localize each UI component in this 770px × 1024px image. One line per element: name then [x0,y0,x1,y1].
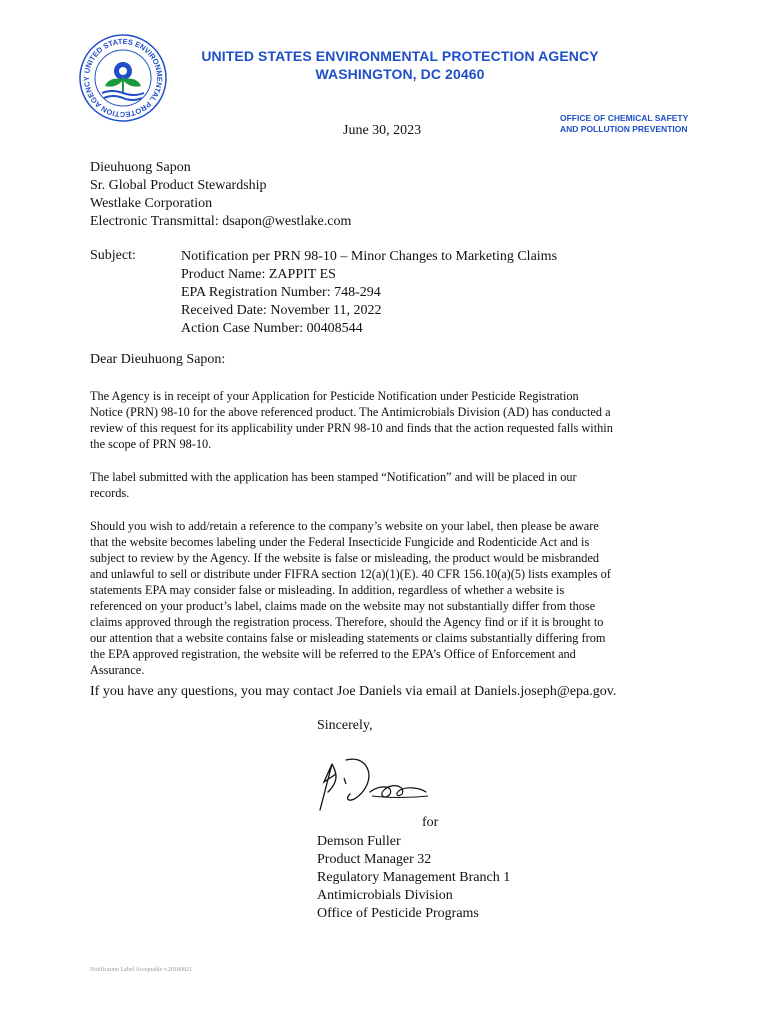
footer-note: Notification Label Acceptable v.20180821 [90,967,192,973]
text-line: review of this request for its applicability under PRN 98-10 and finds that the action requested falls within [90,421,613,435]
recipient-name: Dieuhuong Sapon [90,160,191,175]
signer-title: Product Manager 32 [317,852,432,867]
text-line: subject to review by the Agency. If the website is false or misleading, the product would be misbranded [90,551,600,565]
subject-line: Product Name: ZAPPIT ES [181,267,336,282]
paragraph-receipt [90,388,690,452]
recipient-address [90,159,351,231]
handwritten-signature [310,752,440,814]
text-line: the scope of PRN 98-10. [90,437,212,451]
subject-line: EPA Registration Number: 748-294 [181,285,381,300]
agency-city: WASHINGTON, DC 20460 [315,66,485,82]
agency-name: UNITED STATES ENVIRONMENTAL PROTECTION AGENCY [201,48,599,64]
subject-line: Notification per PRN 98-10 – Minor Changes to Marketing Claims [181,249,558,264]
text-line: our attention that a website contains false or misleading statements or claims substantially differing from [90,631,606,645]
signer-office: Office of Pesticide Programs [317,906,479,921]
salutation: Dear Dieuhuong Sapon: [90,352,226,367]
recipient-transmittal: Electronic Transmittal: dsapon@westlake.com [90,214,352,229]
paragraph-label-stamped [90,469,690,501]
text-line: Notice (PRN) 98-10 for the above referenced product. The Antimicrobials Division (AD) has conducted a [90,405,611,419]
signer-block [317,833,510,923]
text-line: Should you wish to add/retain a reference to the company’s website on your label, then please be aware [90,519,599,533]
paragraph-website [90,518,690,678]
office-line-1: OFFICE OF CHEMICAL SAFETY [560,113,689,123]
subject-line: Action Case Number: 00408544 [181,321,363,336]
subject-label: Subject: [90,248,136,263]
svg-text:UNITED STATES ENVIRONMENTAL PR: UNITED STATES ENVIRONMENTAL PROTECTION AGENCY [81,36,165,120]
text-line: The label submitted with the application has been stamped “Notification” and will be placed in our [90,470,577,484]
questions-contact: If you have any questions, you may contact Joe Daniels via email at Daniels.joseph@epa.gov. [90,684,617,699]
signer-name: Demson Fuller [317,834,401,849]
text-line: and unlawful to sell or distribute under FIFRA section 12(a)(1)(E). 40 CFR 156.10(a)(5) lists examples of [90,567,611,581]
office-line-2: AND POLLUTION PREVENTION [560,124,688,134]
subject-block [181,248,557,338]
text-line: that the website becomes labeling under the Federal Insecticide Fungicide and Rodenticide Act and is [90,535,590,549]
office-name [560,113,710,135]
signer-division: Antimicrobials Division [317,888,453,903]
letter-date: June 30, 2023 [343,123,422,138]
text-line: The Agency is in receipt of your Application for Pesticide Notification under Pesticide Registration [90,389,579,403]
closing: Sincerely, [317,718,373,733]
for-text: for [422,815,439,830]
recipient-title: Sr. Global Product Stewardship [90,178,267,193]
recipient-company: Westlake Corporation [90,196,213,211]
signer-branch: Regulatory Management Branch 1 [317,870,511,885]
text-line: referenced on your product’s label, claims made on the website may not substantially differ from those [90,599,596,613]
text-line: claims approved through the registration process. Therefore, should the Agency find or if it is brought to [90,615,604,629]
text-line: statements EPA may consider false or misleading. In addition, regardless of whether a website is [90,583,565,597]
text-line: the EPA approved registration, the website will be referred to the EPA’s Office of Enforcement and [90,647,576,661]
text-line: Assurance. [90,663,145,677]
subject-line: Received Date: November 11, 2022 [181,303,382,318]
text-line: records. [90,486,130,500]
